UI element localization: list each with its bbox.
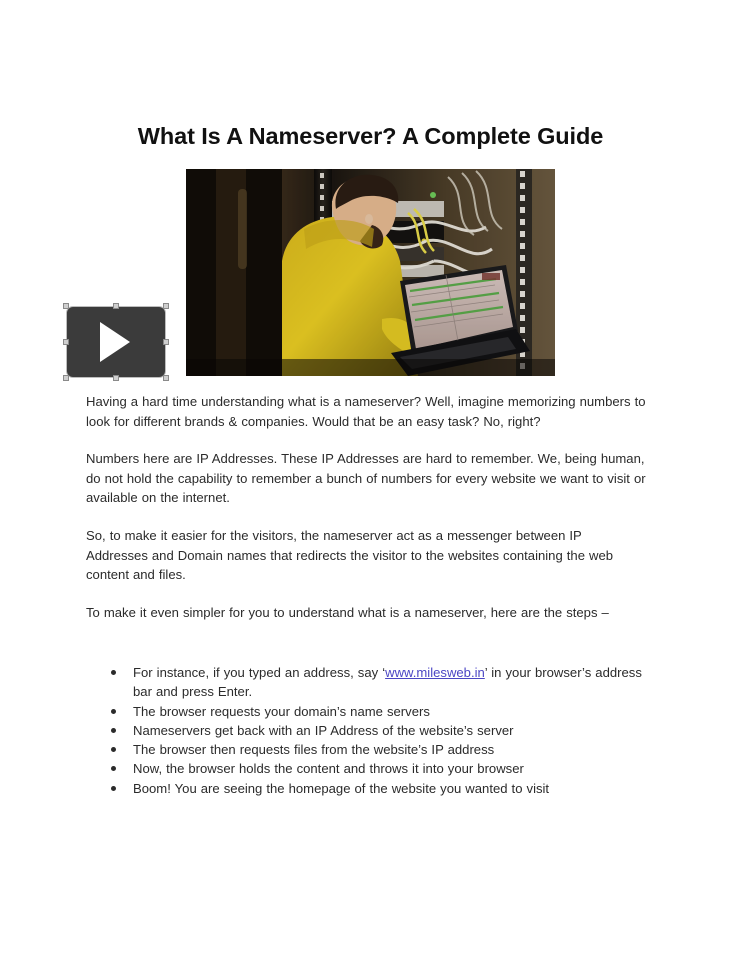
- paragraph-1: Having a hard time understanding what is a nameserver? Well, imagine memorizing numbers to look for different brands & companies. Would that be an easy task? No, right?: [86, 394, 646, 429]
- bullet-icon: [111, 728, 116, 733]
- list-item-text: Now, the browser holds the content and throws it into your browser: [133, 761, 524, 777]
- body-copy: [86, 392, 646, 628]
- list-item: [86, 779, 646, 798]
- resize-handle-middle-left[interactable]: [63, 339, 69, 345]
- page-title: What Is A Nameserver? A Complete Guide: [137, 122, 604, 149]
- list-item: [86, 702, 646, 721]
- bullet-icon: [111, 786, 116, 791]
- paragraph-2: Numbers here are IP Addresses. These IP Addresses are hard to remember. We, being human, do not hold the capability to remember a bunch of numbers for every website we want to visit or available on the internet.: [86, 451, 646, 506]
- list-item-text: Boom! You are seeing the homepage of the website you wanted to visit: [133, 780, 550, 796]
- play-icon[interactable]: [100, 322, 130, 362]
- bullet-icon: [111, 766, 116, 771]
- paragraph-4: To make it even simpler for you to understand what is a nameserver, here are the steps –: [86, 604, 609, 620]
- list-item: [86, 740, 646, 759]
- list-item-text-prefix: For instance, if you typed an address, say ‘: [133, 665, 386, 680]
- paragraph-3: So, to make it easier for the visitors, the nameserver act as a messenger between IP Addresses and Domain names that redirects the visitor to the websites containing the web content and files.: [86, 527, 614, 583]
- hero-image: [186, 169, 555, 376]
- list-item: [86, 721, 646, 740]
- milesweb-link[interactable]: www.milesweb.in: [385, 665, 485, 680]
- resize-handle-top-right[interactable]: [163, 303, 169, 309]
- bullet-icon: [111, 709, 116, 714]
- steps-list: [86, 663, 646, 798]
- resize-handle-bottom-left[interactable]: [63, 375, 69, 381]
- resize-handle-top-center[interactable]: [113, 303, 119, 309]
- resize-handle-bottom-right[interactable]: [163, 375, 169, 381]
- resize-handle-bottom-center[interactable]: [113, 375, 119, 381]
- list-item-text: The browser requests your domain’s name servers: [133, 703, 430, 719]
- video-placeholder[interactable]: [66, 306, 166, 378]
- list-item-text-suffix: ’ in your browser’s address bar and press Enter.: [133, 665, 642, 700]
- resize-handle-middle-right[interactable]: [163, 339, 169, 345]
- list-item: [86, 759, 646, 778]
- list-item-text: The browser then requests files from the website’s IP address: [133, 742, 495, 758]
- list-item-text: Nameservers get back with an IP Address of the website’s server: [133, 722, 514, 738]
- list-item: [86, 663, 646, 702]
- bullet-icon: [111, 670, 116, 675]
- bullet-icon: [111, 747, 116, 752]
- resize-handle-top-left[interactable]: [63, 303, 69, 309]
